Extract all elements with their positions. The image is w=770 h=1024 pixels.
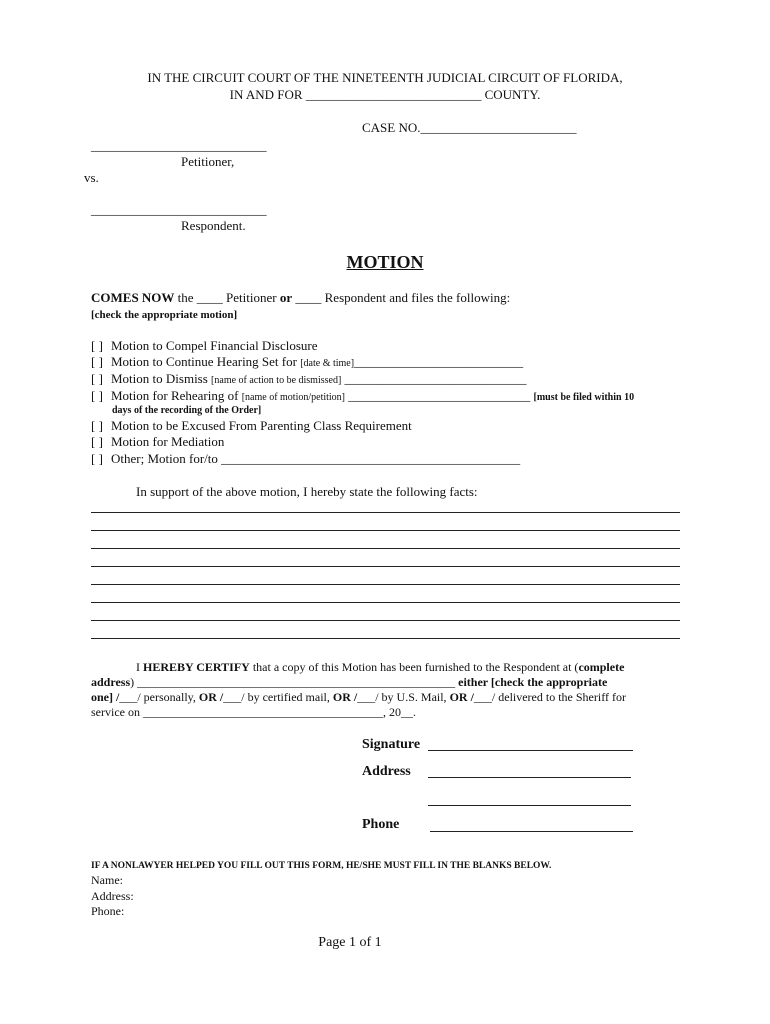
certificate-line1 [136, 660, 624, 675]
cert-certified-mail[interactable]: ___/ by certified mail, [223, 690, 333, 704]
motion-blank[interactable]: ____________________________ [341, 371, 527, 386]
cert-complete: complete [578, 660, 625, 674]
motion-label: Other; Motion for/to [111, 451, 222, 466]
checkbox[interactable]: [ ] [91, 354, 103, 369]
page-number: Page 1 of 1 [318, 935, 382, 950]
motion-option-parenting-class[interactable] [91, 418, 412, 434]
motion-option-continue[interactable] [91, 354, 523, 370]
cert-address-blank[interactable]: ) _____________________________________________________ [130, 675, 459, 689]
motion-hint: [name of motion/petition] [241, 392, 346, 403]
cert-sheriff[interactable]: ___/ delivered to the Sheriff for [473, 690, 626, 704]
cert-or: OR / [449, 690, 474, 704]
cert-us-mail[interactable]: ___/ by U.S. Mail, [357, 690, 450, 704]
motion-option-mediation[interactable] [91, 434, 224, 450]
motion-label: Motion to be Excused From Parenting Class Requirement [111, 418, 412, 433]
cert-i: I [136, 660, 143, 674]
or-bold: or [279, 290, 293, 305]
facts-line[interactable] [91, 602, 680, 603]
motion-blank[interactable]: __________________________ [354, 354, 524, 369]
comes-now-bold: COMES NOW [91, 290, 175, 305]
address-line-1[interactable] [428, 777, 631, 778]
motion-instruction: [check the appropriate motion] [91, 309, 238, 321]
checkbox[interactable]: [ ] [91, 371, 103, 386]
cert-text: that a copy of this Motion has been furnished to the Respondent at ( [249, 660, 579, 674]
signature-label: Signature [362, 737, 421, 752]
nonlawyer-notice: IF A NONLAWYER HELPED YOU FILL OUT THIS FORM, HE/SHE MUST FILL IN THE BLANKS BELOW. [91, 861, 552, 871]
phone-line[interactable] [430, 831, 633, 832]
cert-personally[interactable]: ___/ personally, [119, 690, 199, 704]
court-header-line2: IN AND FOR ___________________________ COUNTY. [229, 87, 541, 102]
motion-label: Motion to Compel Financial Disclosure [111, 338, 318, 353]
motion-label: Motion to Dismiss [111, 371, 212, 386]
cert-hereby: HEREBY CERTIFY [143, 660, 250, 674]
court-header-line1: IN THE CIRCUIT COURT OF THE NINETEENTH JUDICIAL CIRCUIT OF FLORIDA, [147, 70, 623, 85]
facts-line[interactable] [91, 566, 680, 567]
checkbox[interactable]: [ ] [91, 451, 103, 466]
checkbox[interactable]: [ ] [91, 338, 103, 353]
address-line-2[interactable] [428, 805, 631, 806]
facts-line[interactable] [91, 530, 680, 531]
cert-address: address [91, 675, 131, 689]
signature-line[interactable] [428, 750, 633, 751]
motion-option-rehearing[interactable] [91, 388, 634, 404]
respondent-label: Respondent. [181, 218, 246, 233]
motion-label: Motion for Mediation [111, 434, 225, 449]
motion-label: Motion for Rehearing of [111, 388, 242, 403]
facts-line[interactable] [91, 620, 680, 621]
cert-one: one] / [91, 690, 120, 704]
certificate-line4[interactable]: service on ________________________________________, 20__. [91, 705, 416, 719]
motion-hint: [name of action to be dismissed] [211, 375, 342, 386]
petitioner-name-blank: ___________________________ [91, 138, 267, 153]
nonlawyer-name: Name: [91, 873, 123, 887]
facts-line[interactable] [91, 638, 680, 639]
nonlawyer-phone: Phone: [91, 904, 125, 918]
case-number: CASE NO.________________________ [362, 120, 577, 135]
certificate-line3 [91, 690, 626, 705]
cert-or: OR / [332, 690, 358, 704]
phone-label: Phone [362, 817, 400, 832]
support-facts-intro: In support of the above motion, I hereby state the following facts: [136, 484, 478, 499]
nonlawyer-address: Address: [91, 889, 134, 903]
motion-hint: [date & time] [300, 358, 355, 369]
facts-line[interactable] [91, 584, 680, 585]
comes-now-rest: ____ Respondent and files the following: [292, 290, 511, 305]
motion-label: Motion to Continue Hearing Set for [111, 354, 301, 369]
comes-now-text: the ____ Petitioner [174, 290, 280, 305]
motion-blank[interactable]: ______________________________________________ [221, 451, 521, 466]
facts-line[interactable] [91, 548, 680, 549]
rehearing-note-continued: days of the recording of the Order] [112, 405, 262, 416]
certificate-line2 [91, 675, 607, 690]
cert-or: OR / [198, 690, 224, 704]
motion-blank[interactable]: ____________________________ [345, 388, 534, 403]
comes-now-statement [91, 290, 510, 306]
checkbox[interactable]: [ ] [91, 388, 103, 403]
motion-option-dismiss[interactable] [91, 371, 527, 387]
cert-either: either [check the appropriate [458, 675, 608, 689]
document-title: MOTION [346, 252, 424, 272]
petitioner-label: Petitioner, [181, 154, 235, 169]
motion-option-other[interactable] [91, 451, 520, 467]
checkbox[interactable]: [ ] [91, 418, 103, 433]
respondent-name-blank: ___________________________ [91, 202, 267, 217]
rehearing-note: [must be filed within 10 [533, 392, 635, 403]
facts-line[interactable] [91, 512, 680, 513]
checkbox[interactable]: [ ] [91, 434, 103, 449]
address-label: Address [362, 764, 411, 779]
motion-option-compel[interactable] [91, 338, 318, 354]
versus-label: vs. [84, 170, 99, 185]
